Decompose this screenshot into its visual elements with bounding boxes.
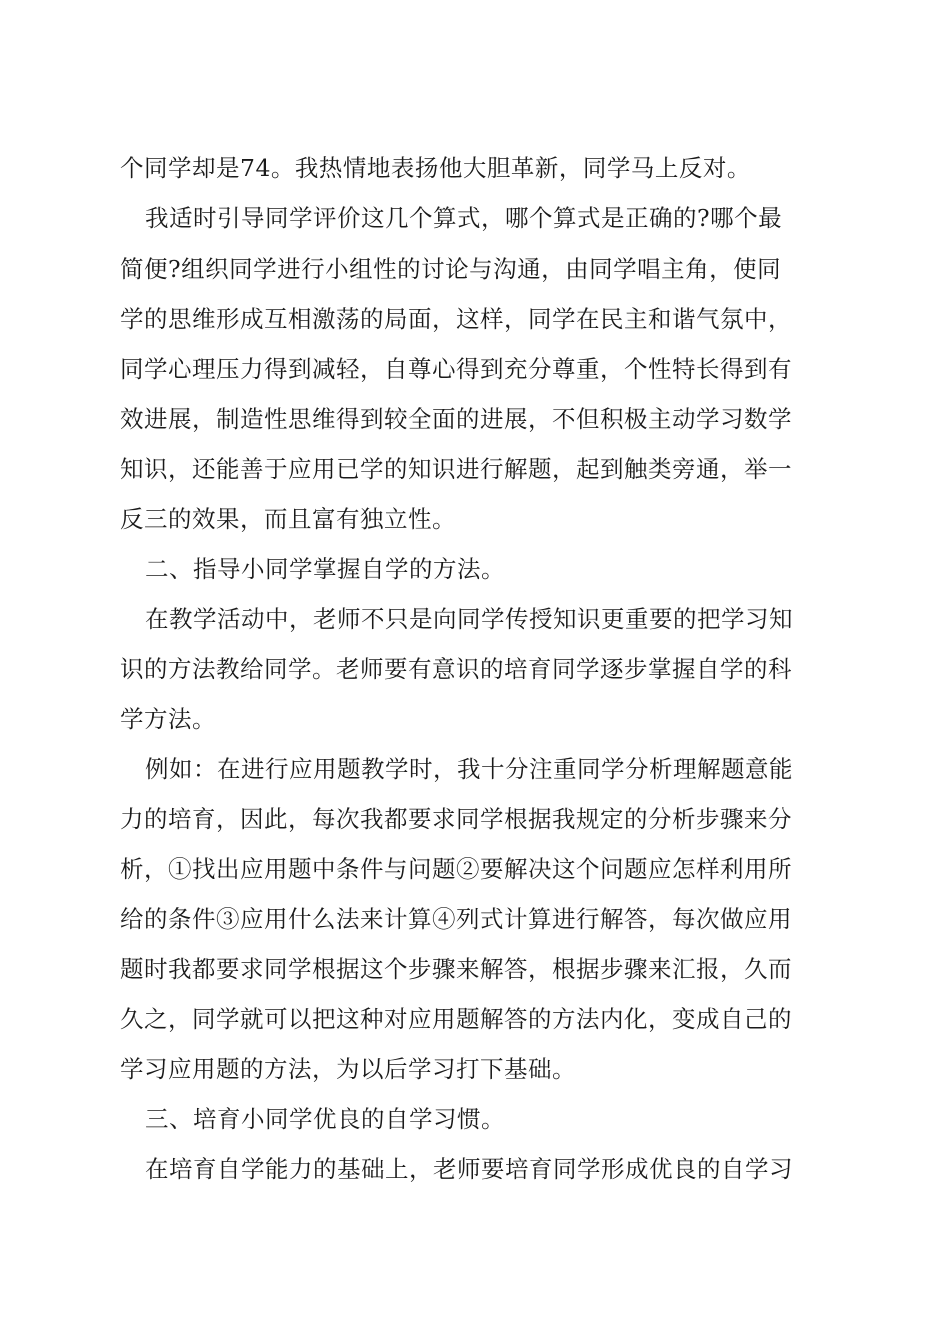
text-line: 题时我都要求同学根据这个步骤来解答，根据步骤来汇报，久而: [120, 955, 792, 983]
text-line: 反三的效果，而且富有独立性。: [120, 505, 456, 533]
paragraph-start-line: 在教学活动中，老师不只是向同学传授知识更重要的把学习知: [145, 605, 793, 633]
text-line: 久之，同学就可以把这种对应用题解答的方法内化，变成自己的: [120, 1005, 792, 1033]
paragraph-start-line: 我适时引导同学评价这几个算式，哪个算式是正确的?哪个最: [145, 204, 783, 232]
text-line: 简便?组织同学进行小组性的讨论与沟通，由同学唱主角，使同: [120, 255, 782, 283]
text-line: 知识，还能善于应用已学的知识进行解题，起到触类旁通，举一: [120, 455, 792, 483]
text-line: 个同学却是74。我热情地表扬他大胆革新，同学马上反对。: [120, 154, 751, 182]
text-line: 同学心理压力得到减轻，自尊心得到充分尊重，个性特长得到有: [120, 355, 792, 383]
text-line: 效进展，制造性思维得到较全面的进展，不但积极主动学习数学: [120, 405, 792, 433]
paragraph-start-line: 例如：在进行应用题教学时，我十分注重同学分析理解题意能: [145, 755, 793, 783]
section-heading: 三、培育小同学优良的自学习惯。: [145, 1105, 505, 1133]
text-line: 析，①找出应用题中条件与问题②要解决这个问题应怎样利用所: [120, 855, 792, 883]
text-line: 学习应用题的方法，为以后学习打下基础。: [120, 1055, 576, 1083]
text-line: 学方法。: [120, 705, 216, 733]
paragraph-start-line: 在培育自学能力的基础上，老师要培育同学形成优良的自学习: [145, 1155, 793, 1183]
text-line: 力的培育，因此，每次我都要求同学根据我规定的分析步骤来分: [120, 805, 792, 833]
text-line: 学的思维形成互相激荡的局面，这样，同学在民主和谐气氛中，: [120, 305, 792, 333]
text-line: 识的方法教给同学。老师要有意识的培育同学逐步掌握自学的科: [120, 655, 792, 683]
text-line: 给的条件③应用什么法来计算④列式计算进行解答，每次做应用: [120, 905, 792, 933]
section-heading: 二、指导小同学掌握自学的方法。: [145, 555, 505, 583]
